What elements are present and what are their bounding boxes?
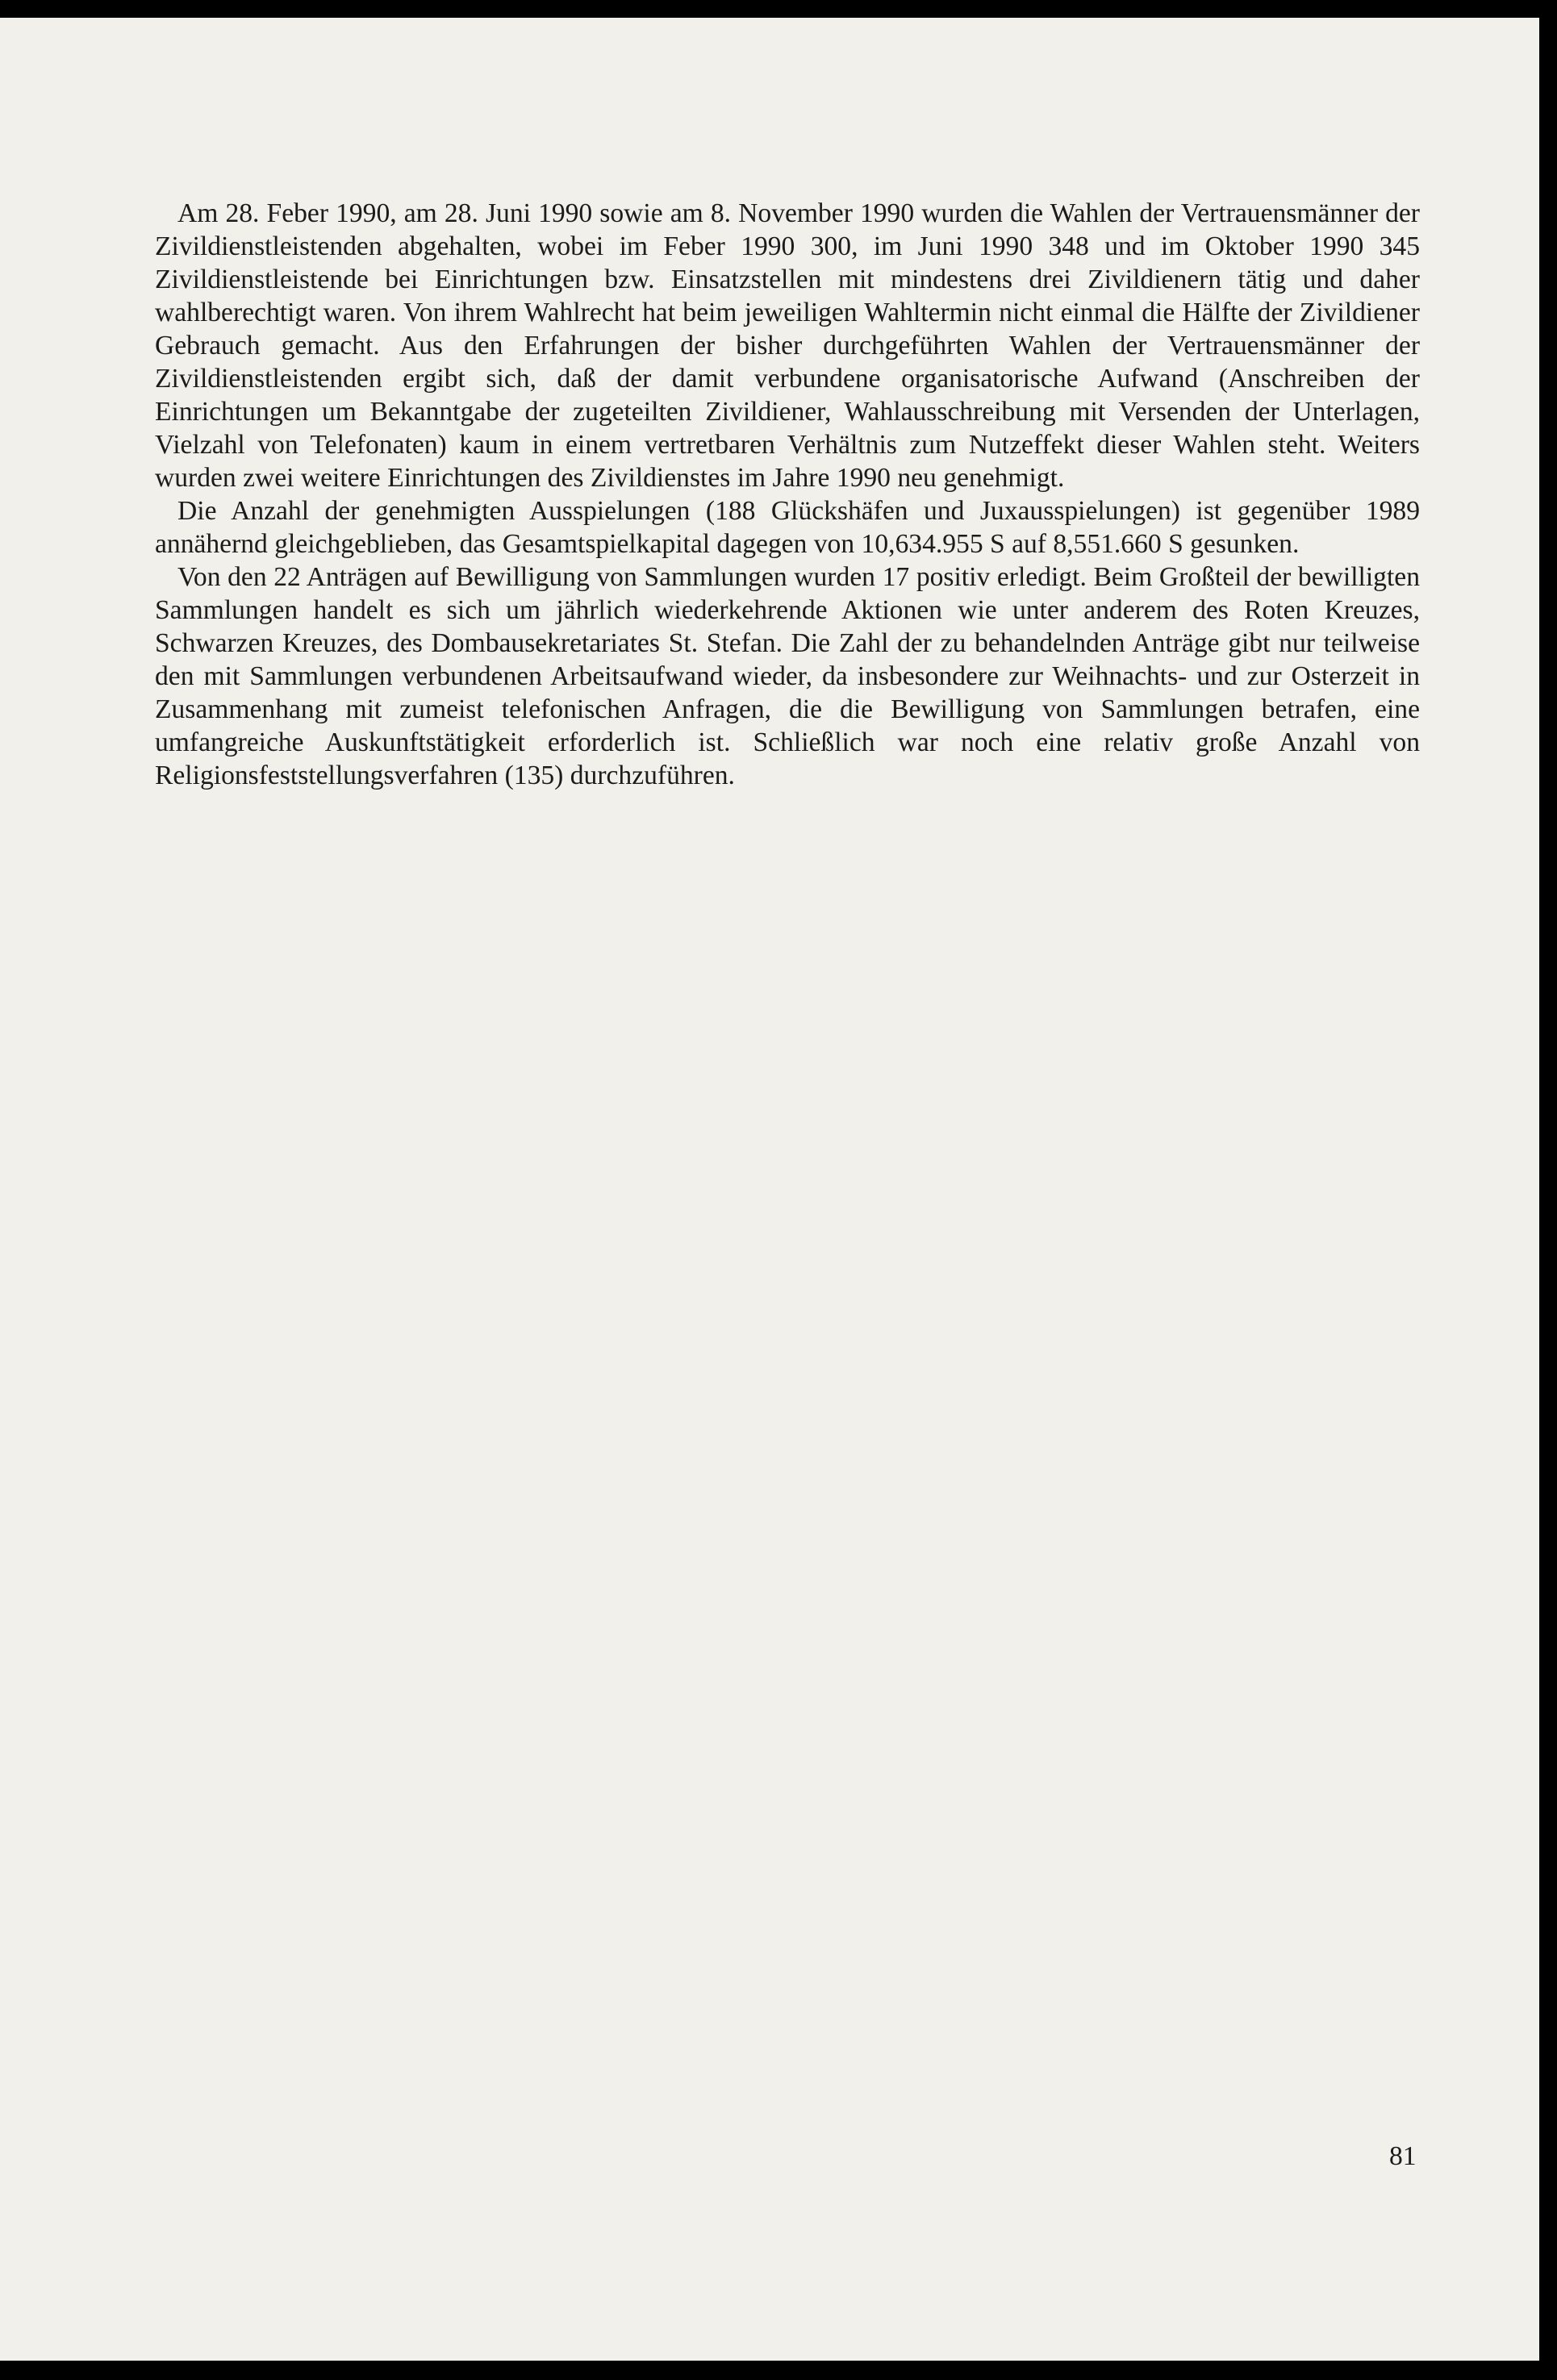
document-page: [0, 18, 1539, 2361]
paragraph-zivildienst-wahlen: Am 28. Feber 1990, am 28. Juni 1990 sowie am 8. November 1990 wurden die Wahlen der Vertrauensmänner der Zivildienstleistenden abgehalten, wobei im Feber 1990 300, im Juni 1990 348 und im Oktober 1990 345 Zivildienstleistende bei Einrichtungen bzw. Einsatzstellen mit mindestens drei Zivildienern tätig und daher wahlberechtigt waren. Von ihrem Wahlrecht hat beim jeweiligen Wahltermin nicht einmal die Hälfte der Zivildiener Gebrauch gemacht. Aus den Erfahrungen der bisher durchgeführten Wahlen der Vertrauensmänner der Zivildienstleistenden ergibt sich, daß der damit verbundene organisatorische Aufwand (Anschreiben der Einrichtungen um Bekanntgabe der zugeteilten Zivildiener, Wahlausschreibung mit Versenden der Unterlagen, Vielzahl von Telefonaten) kaum in einem vertretbaren Verhältnis zum Nutzeffekt dieser Wahlen steht. Weiters wurden zwei weitere Einrichtungen des Zivildienstes im Jahre 1990 neu genehmigt.: [155, 198, 1420, 493]
body-text: [155, 197, 1420, 792]
paragraph-sammlungen: Von den 22 Anträgen auf Bewilligung von Sammlungen wurden 17 positiv erledigt. Beim Großteil der bewilligten Sammlungen handelt es sich um jährlich wiederkehrende Aktionen wie unter anderem des Roten Kreuzes, Schwarzen Kreuzes, des Dombausekretariates St. Stefan. Die Zahl der zu behandelnden Anträge gibt nur teilweise den mit Sammlungen verbundenen Arbeitsaufwand wieder, da insbesondere zur Weihnachts- und zur Osterzeit in Zusammenhang mit zumeist telefonischen Anfragen, die die Bewilligung von Sammlungen betrafen, eine umfangreiche Auskunftstätigkeit erforderlich ist. Schließlich war noch eine relativ große Anzahl von Religionsfeststellungsverfahren (135) durchzuführen.: [155, 562, 1420, 790]
paragraph-ausspielungen: Die Anzahl der genehmigten Ausspielungen (188 Glückshäfen und Juxausspielungen) ist gegenüber 1989 annähernd gleichgeblieben, das Gesamtspielkapital dagegen von 10,634.955 S auf 8,551.660 S gesunken.: [155, 496, 1420, 559]
page-number: 81: [1389, 2141, 1417, 2171]
